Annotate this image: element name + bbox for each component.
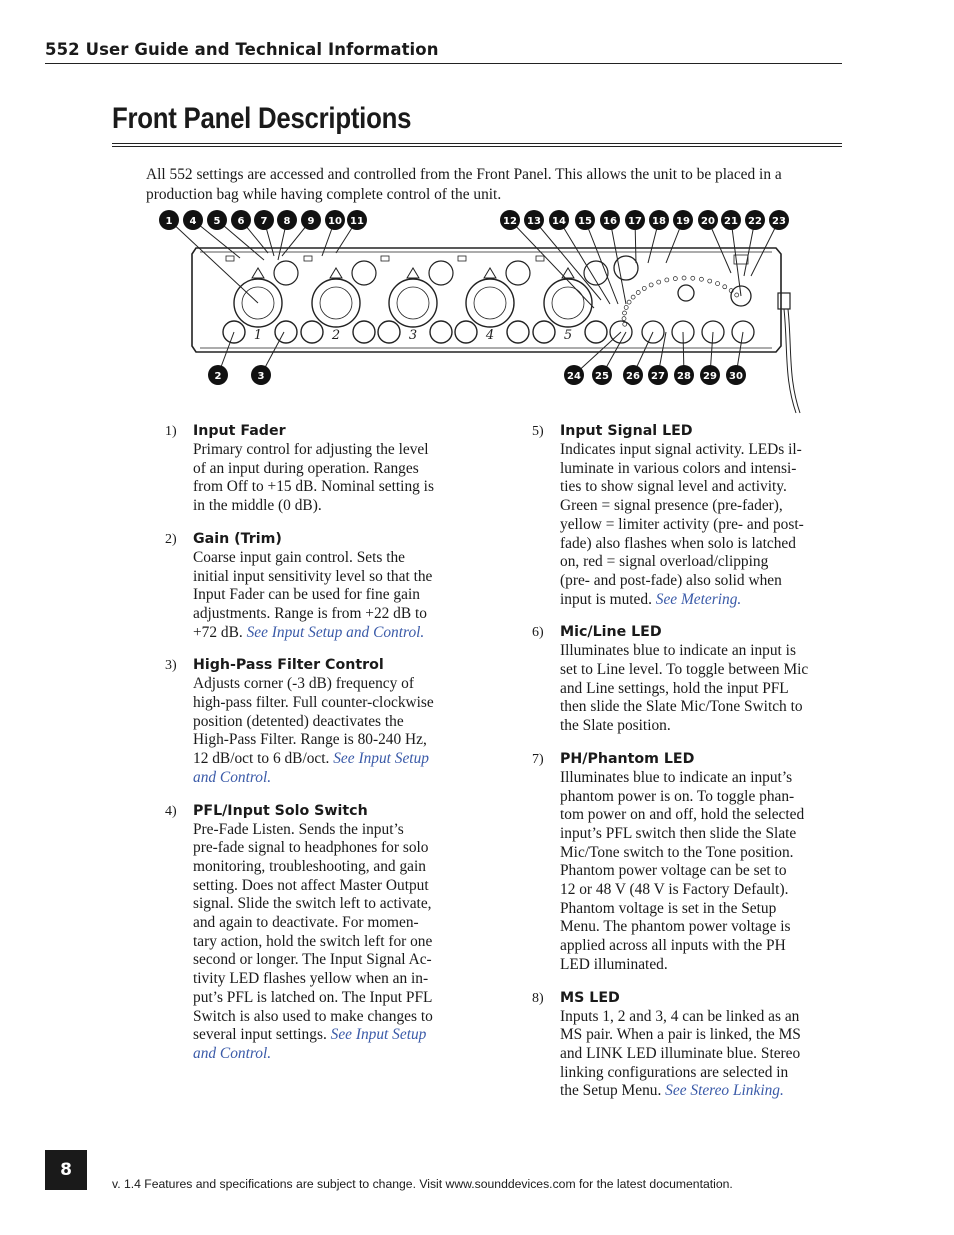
callout-label: 9 [307, 216, 315, 227]
high-pass-filter-knob [353, 321, 375, 343]
item-body [193, 675, 470, 787]
cross-reference-link[interactable]: See Metering. [655, 590, 742, 608]
page-title: Front Panel Descriptions [112, 102, 412, 135]
left-column [160, 422, 470, 1078]
description-item [527, 989, 842, 1102]
item-body-text: Adjusts corner (-3 dB) frequency of high-pass filter. Full counter-clockwise position (detented) deactivates the High-Pass Filter. Range is 80-240 Hz, 12 dB/oct to 6 dB/oct. [193, 675, 434, 768]
title-rule-bottom [112, 146, 842, 147]
leader-line [610, 220, 626, 304]
callout-label: 13 [527, 216, 541, 227]
high-pass-filter-knob [275, 321, 297, 343]
callout-label: 16 [603, 216, 617, 227]
title-rule-top [112, 143, 842, 144]
meter-led [735, 293, 739, 297]
callout-label: 19 [676, 216, 690, 227]
callout-label: 6 [237, 216, 245, 227]
mixer-body [192, 248, 800, 413]
meter-led [622, 311, 626, 315]
item-number: 3) [165, 658, 177, 674]
pfl-switch [458, 256, 466, 261]
item-number: 2) [165, 531, 177, 547]
item-body-text: Primary control for adjusting the level of an input during operation. Ranges from Off to +15 dB. Nominal setting is in the middle (0 dB). [193, 441, 434, 515]
callout-label: 27 [651, 371, 665, 382]
item-body-text: Pre-Fade Listen. Sends the input’s pre-fade signal to headphones for solo monitoring, troubleshooting, and gain setting. Does not affect Master Output signal. Slide the switch left to activate, and again to deactivate. For momen- tary action, hold the switch left for one second or longer. The Input Signal Ac- tivity LED flashes yellow when an in- put’s PFL is latched on. The Input PFL Switch is also used to make changes to several input settings. [193, 820, 433, 1044]
leader-line [559, 220, 610, 304]
item-body [193, 441, 470, 516]
description-item [160, 530, 470, 643]
item-body-text: Illuminates blue to indicate an input’s phantom power is on. To toggle phan- tom power on and off, hold the selected input’s PFL switch then slide the Slate Mic/Tone switch to the Tone position. Phantom power voltage can be set to 12 or 48 V (48 V is Factory Default). Phantom voltage is set in the Setup Menu. The phantom power voltage is applied across all inputs with the PH LED illuminated. [560, 768, 805, 973]
meter-led [716, 282, 720, 286]
description-item [527, 623, 842, 736]
right-column [527, 422, 842, 1115]
item-title: PFL/Input Solo Switch [193, 802, 368, 819]
fader-pointer [484, 268, 496, 278]
meter-led [636, 291, 640, 295]
description-item [160, 656, 470, 787]
item-title: PH/Phantom LED [560, 750, 695, 767]
gain-trim-knob [533, 321, 555, 343]
input-fader-knob [312, 279, 360, 327]
item-number: 7) [532, 751, 544, 767]
gain-trim-knob [301, 321, 323, 343]
fader-knob-inner [397, 287, 429, 319]
pfl-switch [226, 256, 234, 261]
meter-led [642, 286, 646, 290]
channel-number: 4 [485, 328, 495, 343]
high-pass-filter-knob [430, 321, 452, 343]
cross-reference-link[interactable]: See Input Setup and Control. [246, 623, 425, 641]
callout-label: 21 [724, 216, 738, 227]
meter-led [627, 300, 631, 304]
callout-label: 20 [701, 216, 715, 227]
item-body [193, 821, 470, 1064]
callout-label: 15 [578, 216, 592, 227]
callout-label: 23 [772, 216, 786, 227]
meter-led [699, 277, 703, 281]
callout-label: 10 [328, 216, 342, 227]
item-body-text: Indicates input signal activity. LEDs il- luminate in various colors and intensi- ties to show signal level and activity. Green = signal presence (pre-fader), yellow = limiter activity (pre- and post- fade) also flashes when solo is latched on, red = signal overload/clipping (pre- and post-fade) also solid when input is muted. [560, 441, 804, 608]
meter-led [631, 295, 635, 299]
item-title: MS LED [560, 989, 620, 1006]
item-number: 6) [532, 625, 544, 641]
input-fader-knob [466, 279, 514, 327]
channel-number: 5 [563, 328, 573, 343]
item-title: Mic/Line LED [560, 624, 662, 641]
callout-label: 12 [503, 216, 517, 227]
fader-knob-inner [474, 287, 506, 319]
callout-label: 25 [595, 371, 609, 382]
callout-label: 22 [748, 216, 762, 227]
callout-label: 30 [729, 371, 743, 382]
intro-paragraph: All 552 settings are accessed and controlled from the Front Panel. This allows the unit to be placed in a production bag while having complete control of the unit. [146, 166, 782, 203]
meter-led [649, 283, 653, 287]
meter-led [622, 317, 626, 321]
item-body [560, 1008, 842, 1102]
item-body [560, 769, 842, 975]
callout-label: 1 [165, 216, 173, 227]
input-fader-knob [544, 279, 592, 327]
item-number: 8) [532, 990, 544, 1006]
description-item [527, 750, 842, 975]
item-body-text: Inputs 1, 2 and 3, 4 can be linked as an MS pair. When a pair is linked, the MS and LINK LED illuminate blue. Stereo linking configurations are selected in the Setup Menu. [560, 1007, 801, 1100]
meter-led [665, 278, 669, 282]
callout-label: 29 [703, 371, 717, 382]
callout-label: 11 [350, 216, 364, 227]
item-title: Input Signal LED [560, 423, 693, 439]
callout-label: 17 [628, 216, 642, 227]
item-title: High-Pass Filter Control [193, 657, 384, 674]
item-body-text: Coarse input gain control. Sets the initial input sensitivity level so that the Input Fader can be used for fine gain adjustments. Range is from +22 dB to +72 dB. [193, 548, 433, 641]
channel-controls [223, 256, 754, 343]
fader-pointer [252, 268, 264, 278]
callout-label: 3 [257, 371, 265, 382]
callout-label: 7 [260, 216, 268, 227]
running-header: 552 User Guide and Technical Information [45, 40, 842, 64]
cross-reference-link[interactable]: See Input Setup and Control. [193, 1026, 427, 1062]
cross-reference-link[interactable]: See Stereo Linking. [665, 1082, 784, 1100]
callout-label: 2 [214, 371, 222, 382]
channel-number: 1 [253, 328, 263, 343]
description-item [160, 422, 470, 516]
meter-led [708, 279, 712, 283]
callout-label: 5 [213, 216, 221, 227]
pfl-switch [304, 256, 312, 261]
footer-text: v. 1.4 Features and specifications are subject to change. Visit www.sounddevices.com for the latest documentation. [112, 1177, 733, 1191]
pan-knob [274, 261, 298, 285]
pfl-switch [381, 256, 389, 261]
callout-label: 24 [567, 371, 581, 382]
meter-led [723, 285, 727, 289]
pfl-switch [536, 256, 544, 261]
gain-trim-knob [455, 321, 477, 343]
item-body-text: Illuminates blue to indicate an input is set to Line level. To toggle between Mic and Line settings, hold the input PFL then slide the Slate Mic/Tone Switch to the Slate position. [560, 642, 809, 735]
leader-line [731, 220, 741, 296]
item-body [560, 441, 842, 609]
callout-label: 28 [677, 371, 691, 382]
fader-knob-inner [320, 287, 352, 319]
callout-label: 18 [652, 216, 666, 227]
channel-number: 3 [408, 328, 418, 343]
description-item [160, 802, 470, 1064]
high-pass-filter-knob [585, 321, 607, 343]
high-pass-filter-knob [507, 321, 529, 343]
meter-led [623, 322, 627, 326]
callout-label: 14 [552, 216, 566, 227]
front-panel-figure [156, 208, 806, 423]
leader-line [169, 220, 258, 303]
channel-number: 2 [331, 328, 341, 343]
meter-led [682, 276, 686, 280]
fader-pointer [407, 268, 419, 278]
callout-label: 8 [283, 216, 291, 227]
master-control [678, 285, 694, 301]
item-number: 1) [165, 424, 177, 439]
fader-pointer [330, 268, 342, 278]
pan-knob [352, 261, 376, 285]
item-title: Gain (Trim) [193, 530, 282, 547]
pan-knob [506, 261, 530, 285]
item-body [193, 549, 470, 643]
callout-label: 26 [626, 371, 640, 382]
cross-reference-link[interactable]: See Input Setup and Control. [193, 750, 429, 786]
front-panel-diagram [156, 208, 806, 423]
callout-label: 4 [189, 216, 197, 227]
page-number: 8 [45, 1150, 87, 1190]
description-item [527, 422, 842, 609]
gain-trim-knob [378, 321, 400, 343]
meter-led [691, 276, 695, 280]
callout-markers [159, 210, 789, 385]
meter-led [673, 277, 677, 281]
meter-strip [622, 255, 748, 326]
input-fader-knob [389, 279, 437, 327]
item-number: 5) [532, 424, 544, 439]
item-title: Input Fader [193, 423, 286, 439]
meter-led [624, 305, 628, 309]
leader-line [510, 220, 594, 308]
item-body [560, 642, 842, 736]
meter-led [657, 280, 661, 284]
pan-knob [429, 261, 453, 285]
item-number: 4) [165, 803, 177, 819]
